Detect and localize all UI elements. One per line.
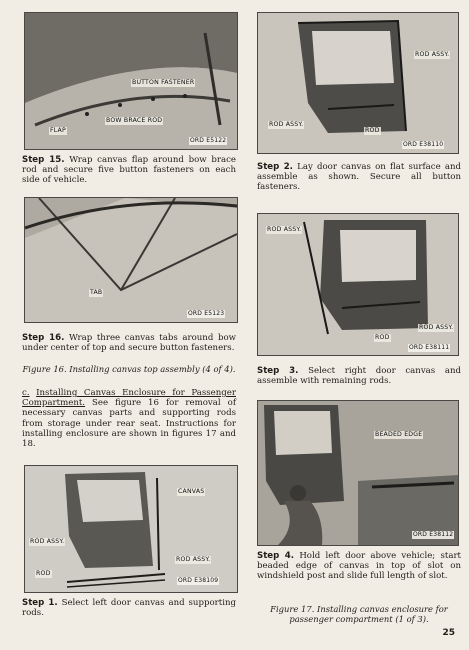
step-15 xyxy=(22,155,236,186)
step-number: Step 3. xyxy=(257,366,299,376)
section-c-paragraph xyxy=(22,388,236,449)
label-rod: ROD xyxy=(375,334,390,341)
label-rod: ROD xyxy=(36,570,51,577)
step-text: Select left door canvas and supporting rods. xyxy=(22,598,236,619)
section-marker: c. xyxy=(22,388,30,398)
step-number: Step 1. xyxy=(22,598,58,608)
step-16 xyxy=(22,333,236,353)
label-flap: FLAP xyxy=(50,127,66,134)
step-number: Step 4. xyxy=(257,551,295,561)
figure-17-caption: Figure 17. Installing canvas enclosure for passenger compartment (1 of 3). xyxy=(270,604,448,624)
ord-number: ORD E38111 xyxy=(409,344,450,351)
ord-number: ORD E5122 xyxy=(190,137,227,144)
label-rod-assy-top: ROD ASSY. xyxy=(267,226,302,233)
label-canvas: CANVAS xyxy=(178,488,205,495)
label-tab: TAB xyxy=(90,289,103,296)
photo-left-door-canvas xyxy=(24,465,238,593)
ord-number: ORD E38112 xyxy=(413,531,454,538)
photo-door-assembled-drawing xyxy=(258,13,458,153)
label-rod-assy-right: ROD ASSY. xyxy=(176,556,211,563)
label-button-fastener: BUTTON FASTENER xyxy=(132,79,195,86)
photo-canvas-tabs xyxy=(24,197,238,323)
label-bow-brace-rod: BOW BRACE ROD xyxy=(106,117,163,124)
ord-number: ORD E38110 xyxy=(403,141,444,148)
step-number: Step 16. xyxy=(22,333,65,343)
label-rod-assy-top: ROD ASSY. xyxy=(415,51,450,58)
label-rod-assy-left: ROD ASSY. xyxy=(30,538,65,545)
step-text: Wrap canvas flap around bow brace rod and secure five button fasteners on each side of vehicle. xyxy=(22,155,237,186)
step-text: Lay door canvas on flat surface and assemble as shown. Secure all button fasteners. xyxy=(257,162,462,193)
section-body: See figure 16 for removal of necessary canvas parts and supporting rods from storage under rear seat. Instructions for installing enclosure are shown in figures 17 and 18. xyxy=(22,398,236,450)
photo-left-door-drawing xyxy=(25,466,237,592)
step-1 xyxy=(22,598,236,618)
step-3 xyxy=(257,366,461,386)
label-beaded-edge: BEADED EDGE xyxy=(375,431,423,438)
section-heading: Installing Canvas Enclosure for Passenger Compartment. xyxy=(22,388,236,409)
label-rod-assy-right: ROD ASSY. xyxy=(419,324,454,331)
figure-16-caption: Figure 16. Installing canvas top assembly (4 of 4). xyxy=(22,364,236,374)
step-text: Hold left door above vehicle; start beaded edge of canvas in top of slot on windshield post and slide full length of slot. xyxy=(257,551,462,582)
photo-door-assembled xyxy=(257,12,459,154)
ord-number: ORD E38109 xyxy=(178,577,219,584)
label-rod: ROD xyxy=(365,127,380,134)
step-text: Wrap three canvas tabs around bow under center of top and secure button fasteners. xyxy=(22,333,237,354)
photo-canvas-flap xyxy=(24,12,238,150)
label-rod-assy-left: ROD ASSY. xyxy=(269,121,304,128)
step-2 xyxy=(257,162,461,193)
ord-number: ORD E5123 xyxy=(188,310,225,317)
step-text: Select right door canvas and assemble with remaining rods. xyxy=(257,366,461,387)
step-number: Step 2. xyxy=(257,162,293,172)
photo-right-door xyxy=(257,213,459,356)
step-number: Step 15. xyxy=(22,155,65,165)
photo-canvas-tabs-drawing xyxy=(25,198,237,322)
photo-door-on-vehicle-drawing xyxy=(258,401,458,545)
photo-door-on-vehicle xyxy=(257,400,459,546)
photo-right-door-drawing xyxy=(258,214,458,355)
step-4 xyxy=(257,551,461,582)
page-number: 25 xyxy=(442,628,455,638)
